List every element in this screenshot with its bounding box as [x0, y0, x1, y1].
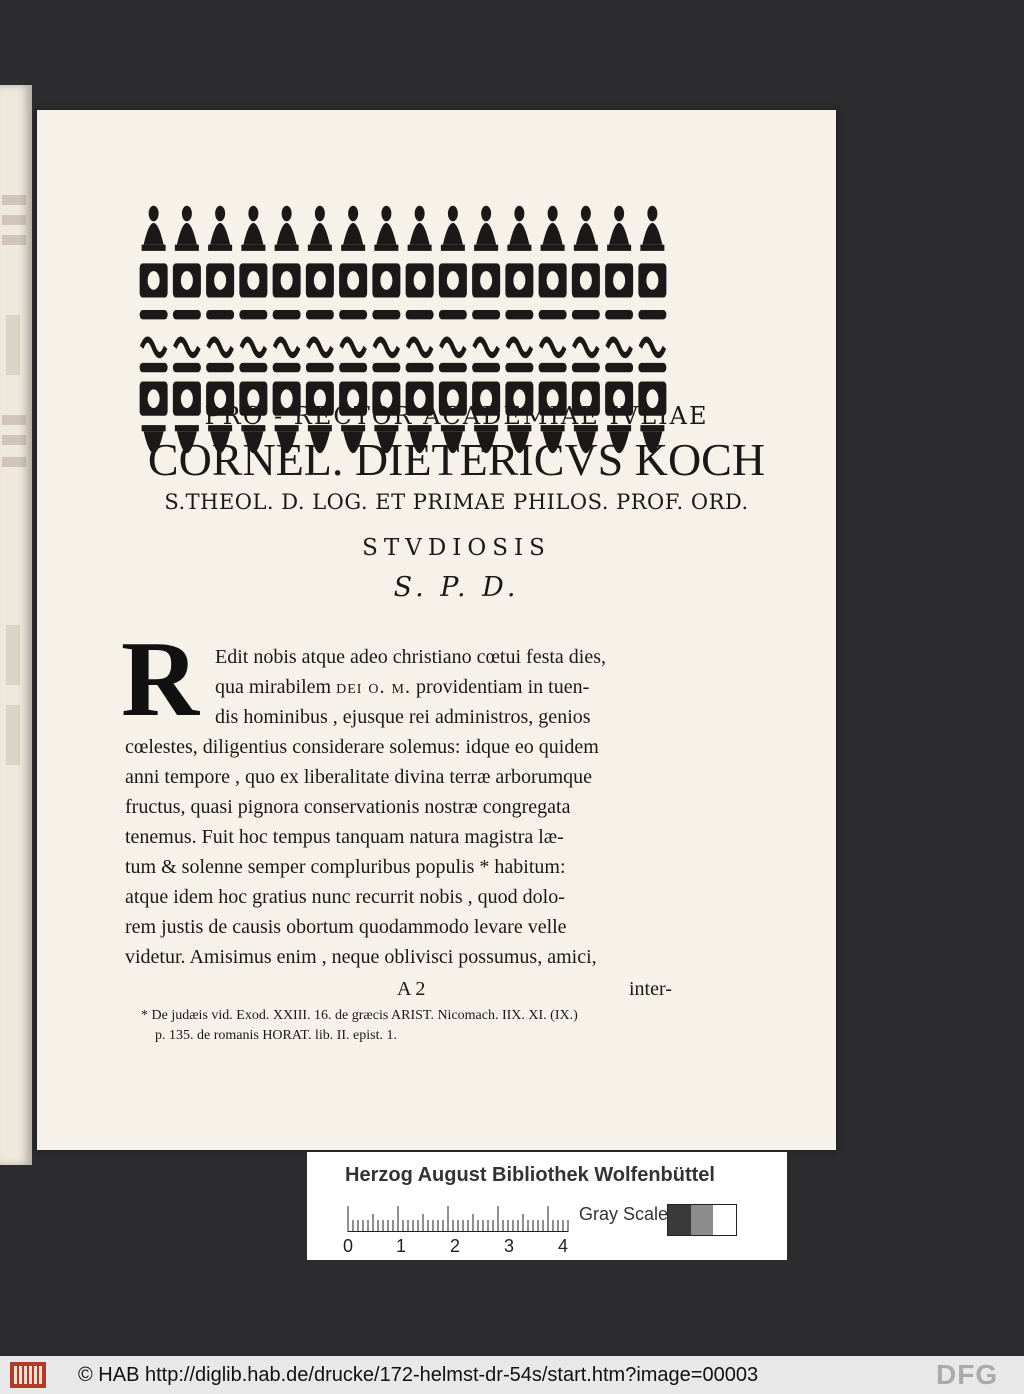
ruler-number: 3: [504, 1236, 515, 1256]
copyright-url[interactable]: © HAB http://diglib.hab.de/drucke/172-helmst-dr-54s/start.htm?image=00003: [78, 1364, 759, 1386]
library-name: Herzog August Bibliothek Wolfenbüttel: [345, 1164, 715, 1186]
document-page: [37, 110, 836, 1150]
gray-swatch-light: [713, 1205, 736, 1235]
ruler-number: 1: [396, 1236, 407, 1256]
gray-scale-label: Gray Scale: [579, 1204, 669, 1224]
footnote-line-2: p. 135. de romanis HORAT. lib. II. epist. 1.: [155, 1028, 397, 1043]
footer-bar: [0, 1356, 1024, 1394]
hab-logo-icon: [10, 1362, 46, 1388]
body-line: atque idem hoc gratius nunc recurrit nobis , quod dolo-: [125, 886, 565, 908]
signature-mark: A 2: [397, 978, 426, 1000]
drop-cap: R: [121, 620, 199, 739]
footnote-line-1: * De judæis vid. Exod. XXIII. 16. de græcis ARIST. Nicomach. IIX. XI. (IX.): [141, 1008, 578, 1023]
gray-scale-swatches: [667, 1204, 737, 1236]
body-line: tum & solenne semper compluribus populis * habitum:: [125, 856, 566, 878]
gray-swatch-mid: [691, 1205, 714, 1235]
body-line: qua mirabilem dei o. m. providentiam in tuen-: [215, 676, 590, 698]
gray-swatch-dark: [668, 1205, 691, 1235]
neighbor-page-edge: [0, 85, 32, 1165]
heading-pro-rector: PRO - RECTOR ACADEMIAE IVLIAE: [204, 402, 709, 430]
body-line: dis hominibus , ejusque rei administros, genios: [215, 706, 591, 728]
color-reference-bar: [307, 1152, 787, 1260]
catchword: inter-: [629, 978, 672, 1000]
heading-studiosis: STVDIOSIS: [362, 535, 551, 561]
ruler-number: 0: [343, 1236, 354, 1256]
heading-spd: S. P. D.: [393, 572, 520, 603]
body-line: videtur. Amisimus enim , neque oblivisci possumus, amici,: [125, 946, 597, 968]
dfg-logo: DFG: [936, 1359, 999, 1390]
body-line: tenemus. Fuit hoc tempus tanquam natura magistra læ-: [125, 826, 564, 848]
body-line: rem justis de causis obortum quodammodo levare velle: [125, 916, 567, 938]
heading-name: CORNEL. DIETERICVS KOCH: [147, 434, 766, 485]
ruler-number: 2: [450, 1236, 461, 1256]
ruler-number: 4: [558, 1236, 569, 1256]
body-line: anni tempore , quo ex liberalitate divina terræ arborumque: [125, 766, 593, 788]
body-line: Edit nobis atque adeo christiano cœtui festa dies,: [215, 646, 607, 668]
body-line: fructus, quasi pignora conservationis nostræ congregata: [125, 796, 571, 818]
scale-ruler: [347, 1206, 569, 1232]
body-line: cœlestes, diligentius considerare solemus: idque eo quidem: [125, 736, 599, 758]
heading-titles: S.THEOL. D. LOG. ET PRIMAE PHILOS. PROF. ORD.: [164, 490, 749, 514]
